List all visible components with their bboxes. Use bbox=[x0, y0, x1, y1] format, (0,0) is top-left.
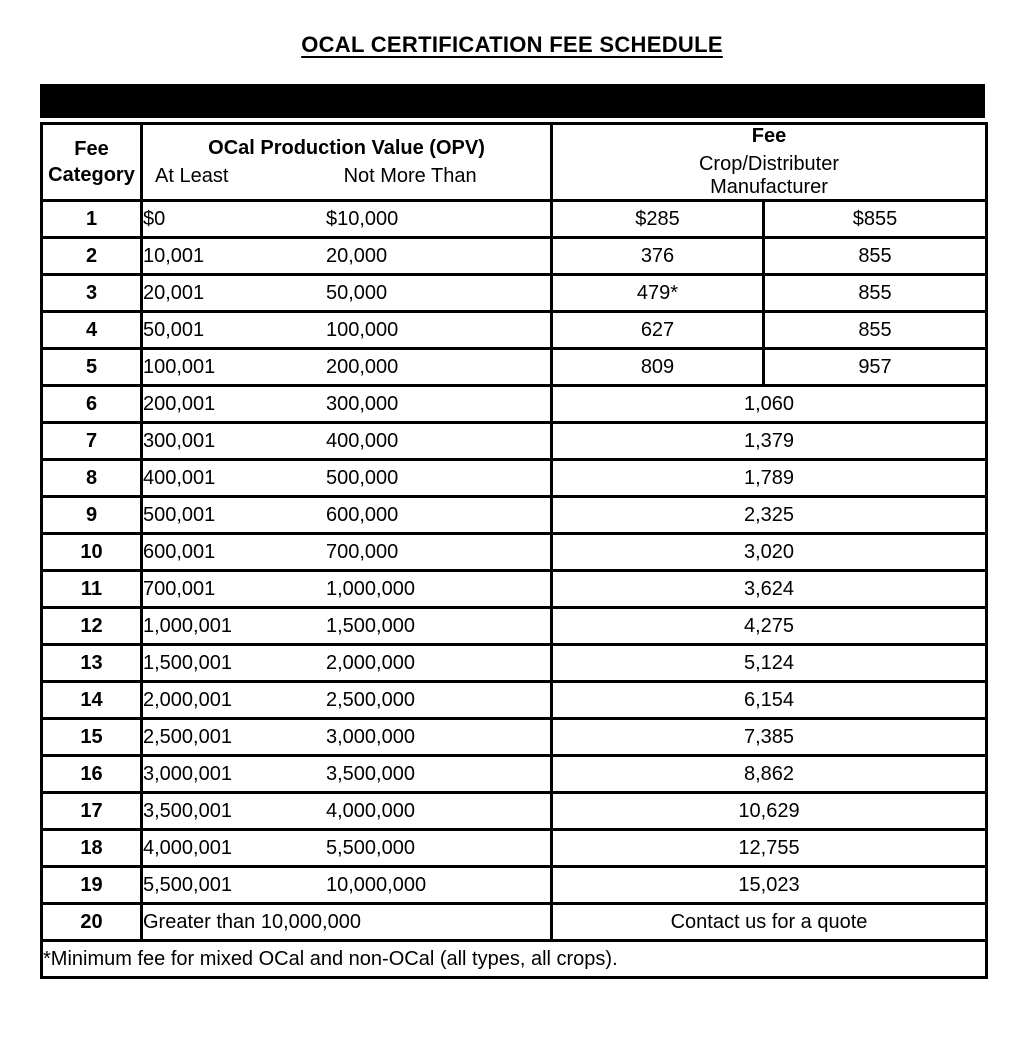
at-least-value: 1,500,001 bbox=[143, 651, 232, 674]
opv-range-text: Greater than 10,000,000 bbox=[143, 910, 361, 933]
fee-header-cell bbox=[552, 124, 987, 201]
manufacturer-fee-cell: 957 bbox=[764, 349, 987, 386]
opv-range-cell bbox=[142, 312, 552, 349]
table-row bbox=[42, 201, 987, 238]
at-least-value: 50,001 bbox=[143, 318, 205, 341]
opv-range-cell bbox=[142, 830, 552, 867]
opv-range-cell bbox=[142, 497, 552, 534]
combined-fee-cell: 2,325 bbox=[552, 497, 987, 534]
crop-distributer-fee-cell: $285 bbox=[552, 201, 764, 238]
at-least-value: 5,500,001 bbox=[143, 873, 232, 896]
fee-category-cell: 1 bbox=[42, 201, 142, 238]
fee-category-cell: 9 bbox=[42, 497, 142, 534]
fee-category-cell: 15 bbox=[42, 719, 142, 756]
combined-fee-cell: 8,862 bbox=[552, 756, 987, 793]
fee-category-cell: 17 bbox=[42, 793, 142, 830]
page-title: OCAL CERTIFICATION FEE SCHEDULE bbox=[301, 32, 723, 57]
crop-distributer-fee-cell: 809 bbox=[552, 349, 764, 386]
table-row bbox=[42, 608, 987, 645]
fee-category-header-line2: Category bbox=[48, 164, 135, 186]
fee-category-cell: 20 bbox=[42, 904, 142, 941]
table-row bbox=[42, 867, 987, 904]
table-row bbox=[42, 904, 987, 941]
at-least-value: 3,500,001 bbox=[143, 799, 232, 822]
fee-category-header-line1: Fee bbox=[74, 138, 109, 160]
not-more-than-value: 2,000,000 bbox=[326, 651, 415, 674]
table-row bbox=[42, 830, 987, 867]
at-least-value: 600,001 bbox=[143, 540, 216, 563]
opv-range-cell bbox=[142, 534, 552, 571]
opv-range-cell bbox=[142, 793, 552, 830]
fee-category-cell: 3 bbox=[42, 275, 142, 312]
table-row bbox=[42, 534, 987, 571]
at-least-value: 2,000,001 bbox=[143, 688, 232, 711]
fee-table-body bbox=[42, 201, 987, 941]
fee-category-cell: 16 bbox=[42, 756, 142, 793]
fee-category-header-cell bbox=[42, 124, 142, 201]
crop-distributer-fee-cell: 627 bbox=[552, 312, 764, 349]
footnote-cell: *Minimum fee for mixed OCal and non-OCal (all types, all crops). bbox=[42, 941, 987, 978]
fee-category-cell: 12 bbox=[42, 608, 142, 645]
fee-table bbox=[40, 122, 988, 979]
combined-fee-cell: Contact us for a quote bbox=[552, 904, 987, 941]
table-row bbox=[42, 719, 987, 756]
not-more-than-value: 100,000 bbox=[326, 318, 399, 341]
opv-range-cell bbox=[142, 275, 552, 312]
table-row bbox=[42, 423, 987, 460]
not-more-than-value: 50,000 bbox=[326, 281, 388, 304]
fee-category-cell: 10 bbox=[42, 534, 142, 571]
table-row bbox=[42, 312, 987, 349]
footnote-row bbox=[42, 941, 987, 978]
opv-range-cell bbox=[142, 460, 552, 497]
opv-range-cell bbox=[142, 719, 552, 756]
not-more-than-value: $10,000 bbox=[326, 207, 399, 230]
table-top-bar bbox=[40, 84, 985, 118]
opv-range-cell bbox=[142, 756, 552, 793]
at-least-value: 10,001 bbox=[143, 244, 205, 267]
fee-schedule-table bbox=[40, 84, 985, 979]
manufacturer-fee-cell: $855 bbox=[764, 201, 987, 238]
header-row bbox=[42, 124, 987, 201]
opv-range-cell bbox=[142, 386, 552, 423]
fee-category-cell: 4 bbox=[42, 312, 142, 349]
table-row bbox=[42, 386, 987, 423]
opv-header-cell bbox=[142, 124, 552, 201]
not-more-than-header-label: Not More Than bbox=[343, 164, 477, 187]
combined-fee-cell: 7,385 bbox=[552, 719, 987, 756]
opv-range-cell bbox=[142, 904, 552, 941]
not-more-than-value: 300,000 bbox=[326, 392, 399, 415]
table-row bbox=[42, 497, 987, 534]
table-row bbox=[42, 682, 987, 719]
not-more-than-value: 4,000,000 bbox=[326, 799, 415, 822]
crop-distributer-header-label: Crop/Distributer bbox=[698, 153, 840, 175]
fee-category-cell: 7 bbox=[42, 423, 142, 460]
crop-distributer-fee-cell: 479* bbox=[552, 275, 764, 312]
table-footer bbox=[42, 941, 987, 978]
at-least-value: 2,500,001 bbox=[143, 725, 232, 748]
fee-category-cell: 6 bbox=[42, 386, 142, 423]
combined-fee-cell: 15,023 bbox=[552, 867, 987, 904]
table-row bbox=[42, 645, 987, 682]
combined-fee-cell: 4,275 bbox=[552, 608, 987, 645]
at-least-value: 500,001 bbox=[143, 503, 216, 526]
combined-fee-cell: 1,379 bbox=[552, 423, 987, 460]
fee-category-cell: 13 bbox=[42, 645, 142, 682]
fee-category-cell: 14 bbox=[42, 682, 142, 719]
opv-range-cell bbox=[142, 867, 552, 904]
not-more-than-value: 3,000,000 bbox=[326, 725, 415, 748]
manufacturer-fee-cell: 855 bbox=[764, 312, 987, 349]
opv-range-cell bbox=[142, 608, 552, 645]
opv-range-cell bbox=[142, 201, 552, 238]
table-row bbox=[42, 238, 987, 275]
crop-distributer-fee-cell: 376 bbox=[552, 238, 764, 275]
not-more-than-value: 600,000 bbox=[326, 503, 399, 526]
fee-category-cell: 11 bbox=[42, 571, 142, 608]
combined-fee-cell: 12,755 bbox=[552, 830, 987, 867]
at-least-value: 700,001 bbox=[143, 577, 216, 600]
fee-category-cell: 5 bbox=[42, 349, 142, 386]
not-more-than-value: 2,500,000 bbox=[326, 688, 415, 711]
at-least-value: 4,000,001 bbox=[143, 836, 232, 859]
not-more-than-value: 400,000 bbox=[326, 429, 399, 452]
manufacturer-fee-cell: 855 bbox=[764, 275, 987, 312]
document-page bbox=[0, 32, 1024, 979]
fee-category-cell: 19 bbox=[42, 867, 142, 904]
combined-fee-cell: 6,154 bbox=[552, 682, 987, 719]
opv-range-cell bbox=[142, 423, 552, 460]
opv-range-cell bbox=[142, 349, 552, 386]
not-more-than-value: 20,000 bbox=[326, 244, 388, 267]
at-least-header-label: At Least bbox=[155, 164, 229, 187]
not-more-than-value: 1,000,000 bbox=[326, 577, 415, 600]
table-row bbox=[42, 460, 987, 497]
table-row bbox=[42, 275, 987, 312]
table-row bbox=[42, 571, 987, 608]
combined-fee-cell: 5,124 bbox=[552, 645, 987, 682]
fee-category-cell: 18 bbox=[42, 830, 142, 867]
at-least-value: 3,000,001 bbox=[143, 762, 232, 785]
not-more-than-value: 5,500,000 bbox=[326, 836, 415, 859]
fee-category-cell: 8 bbox=[42, 460, 142, 497]
at-least-value: 1,000,001 bbox=[143, 614, 232, 637]
not-more-than-value: 700,000 bbox=[326, 540, 399, 563]
not-more-than-value: 200,000 bbox=[326, 355, 399, 378]
at-least-value: 400,001 bbox=[143, 466, 216, 489]
opv-range-cell bbox=[142, 645, 552, 682]
at-least-value: 20,001 bbox=[143, 281, 205, 304]
opv-range-cell bbox=[142, 571, 552, 608]
combined-fee-cell: 1,789 bbox=[552, 460, 987, 497]
at-least-value: 100,001 bbox=[143, 355, 216, 378]
at-least-value: 300,001 bbox=[143, 429, 216, 452]
at-least-value: 200,001 bbox=[143, 392, 216, 415]
manufacturer-header-label: Manufacturer bbox=[710, 176, 828, 198]
combined-fee-cell: 3,624 bbox=[552, 571, 987, 608]
at-least-value: $0 bbox=[143, 207, 166, 230]
opv-range-cell bbox=[142, 682, 552, 719]
table-header bbox=[42, 124, 987, 201]
fee-header-title: Fee bbox=[751, 125, 787, 147]
combined-fee-cell: 10,629 bbox=[552, 793, 987, 830]
not-more-than-value: 1,500,000 bbox=[326, 614, 415, 637]
not-more-than-value: 3,500,000 bbox=[326, 762, 415, 785]
opv-header-title: OCal Production Value (OPV) bbox=[208, 136, 485, 159]
table-row bbox=[42, 793, 987, 830]
manufacturer-fee-cell: 855 bbox=[764, 238, 987, 275]
combined-fee-cell: 3,020 bbox=[552, 534, 987, 571]
fee-category-cell: 2 bbox=[42, 238, 142, 275]
table-row bbox=[42, 349, 987, 386]
not-more-than-value: 10,000,000 bbox=[326, 873, 427, 896]
combined-fee-cell: 1,060 bbox=[552, 386, 987, 423]
opv-range-cell bbox=[142, 238, 552, 275]
not-more-than-value: 500,000 bbox=[326, 466, 399, 489]
table-row bbox=[42, 756, 987, 793]
